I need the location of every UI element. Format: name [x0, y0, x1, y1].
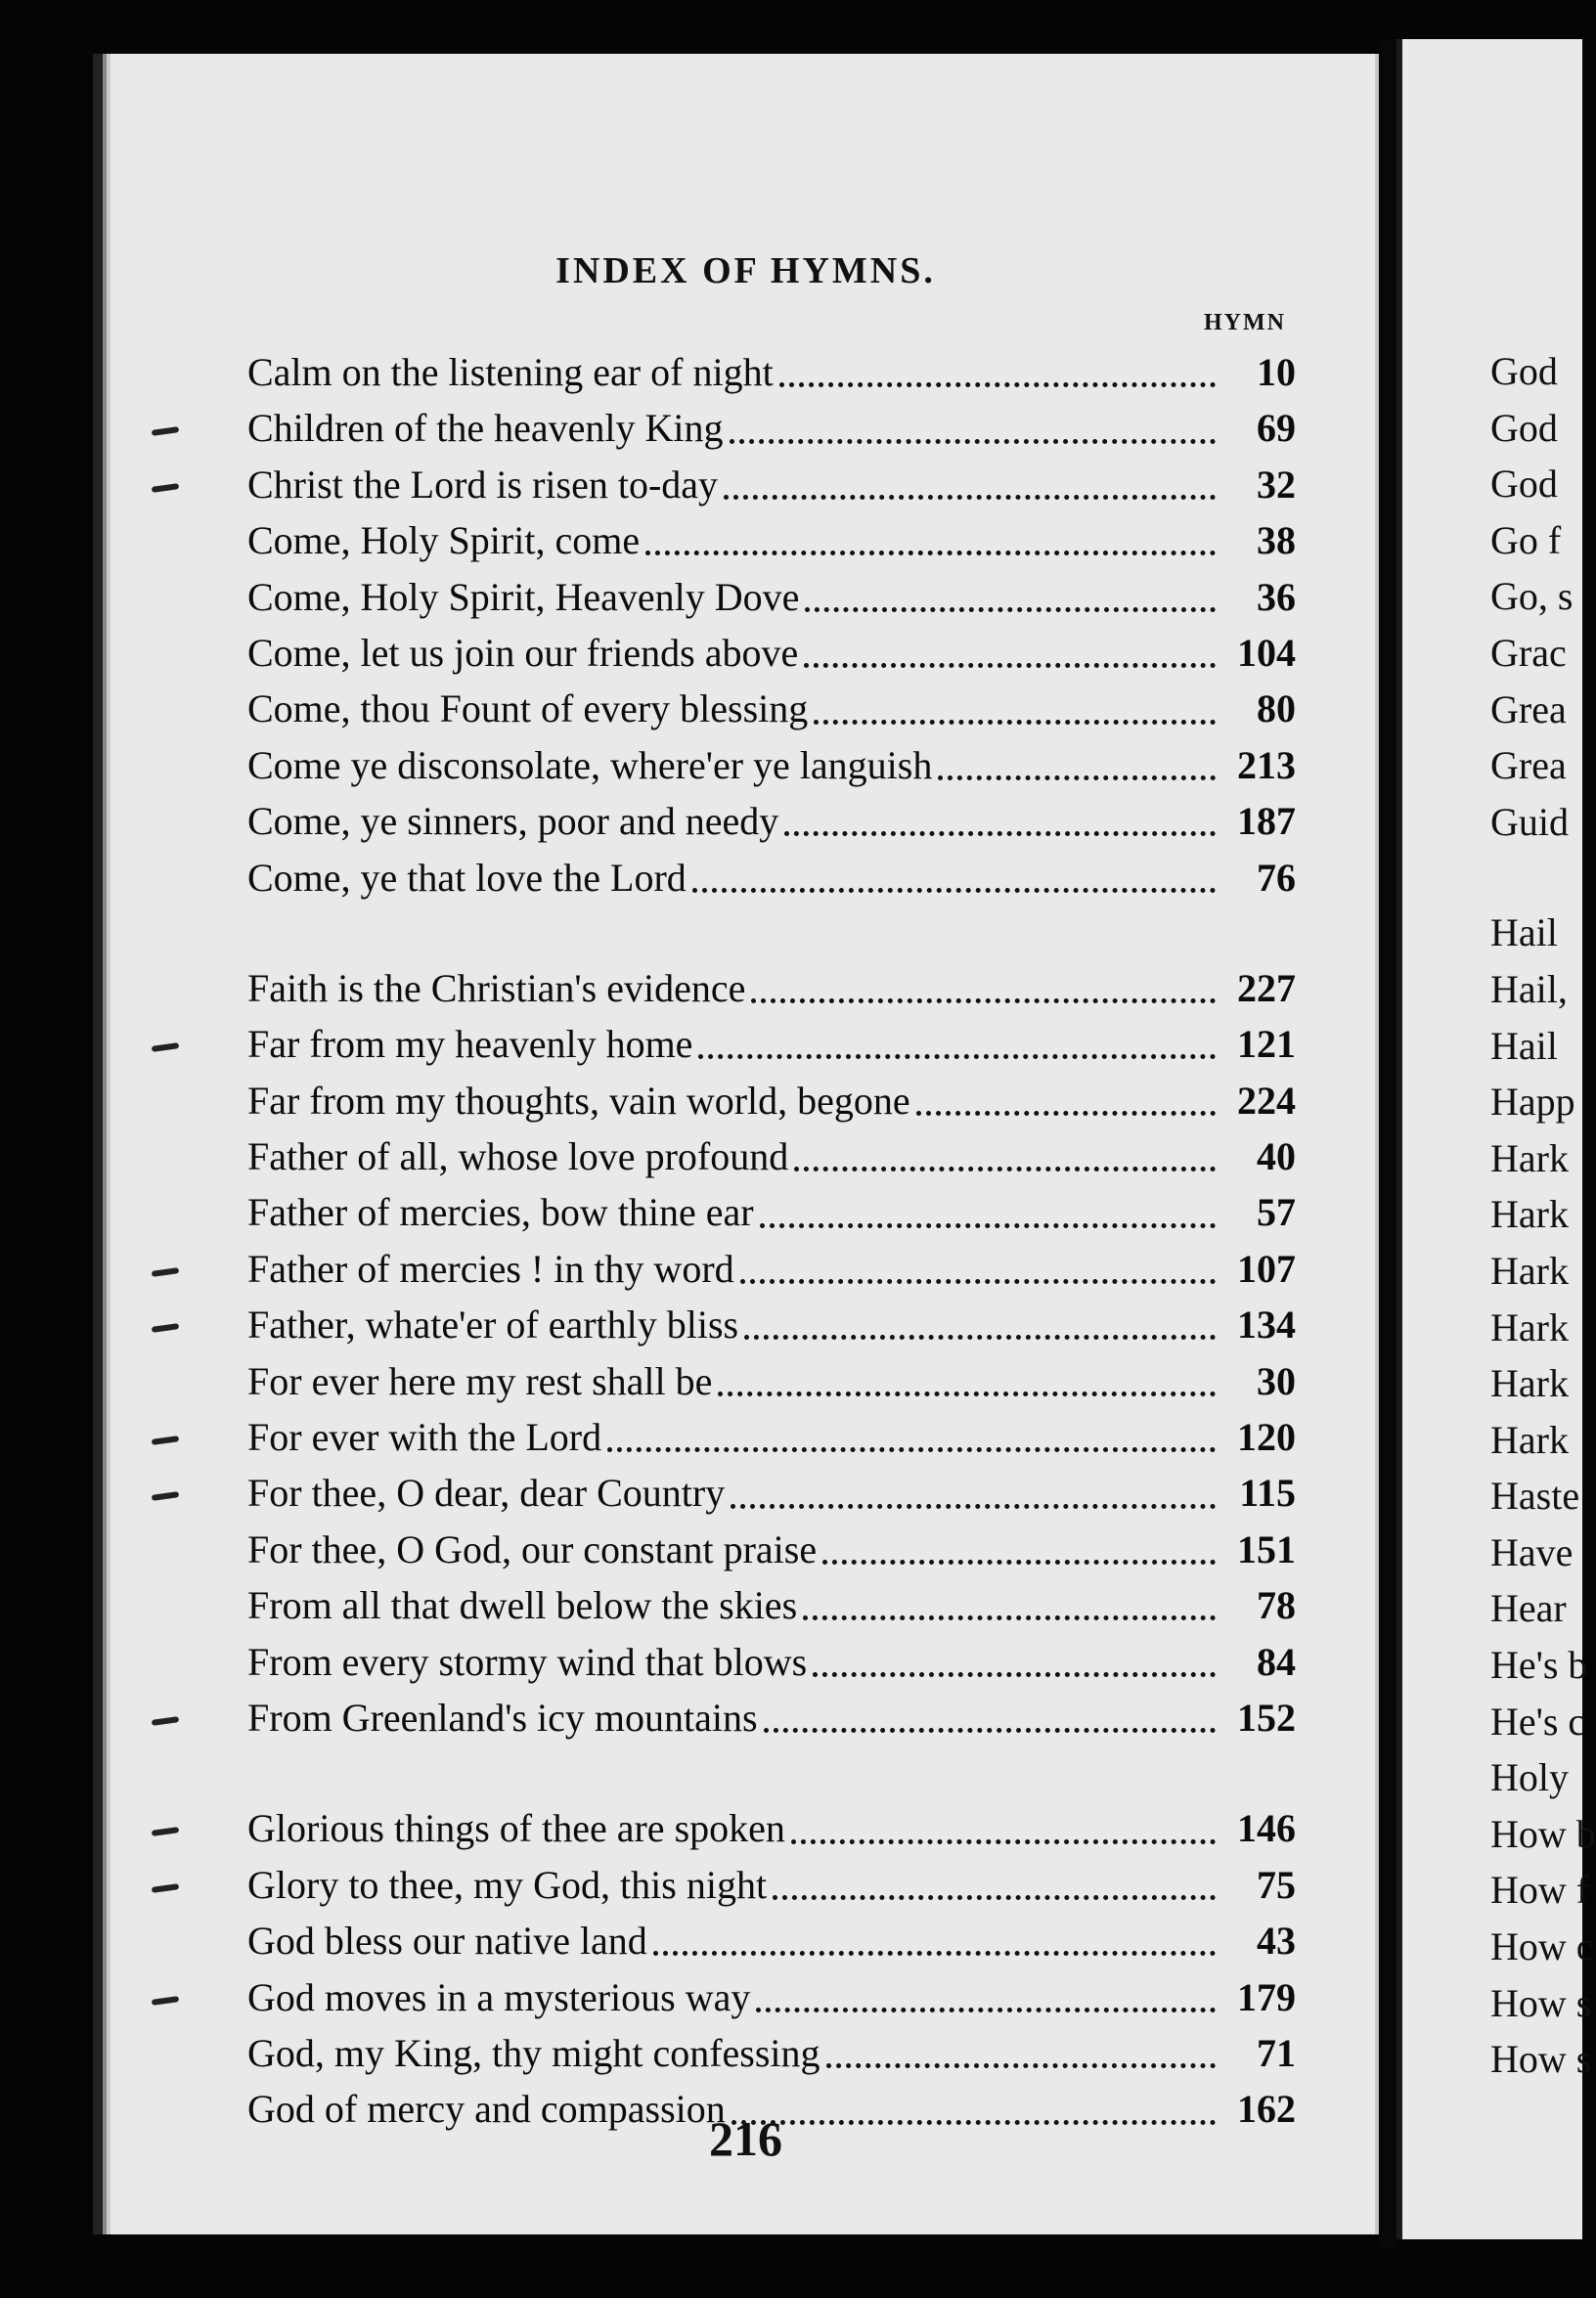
hymn-number: 38: [1257, 518, 1296, 563]
right-index-fragment: How b: [1490, 1811, 1596, 1856]
left-page: [93, 54, 1389, 2234]
index-entry: [247, 1021, 1296, 1077]
dot-leader: [804, 663, 1216, 668]
hymn-first-line: Glory to thee, my God, this night: [247, 1862, 768, 1907]
hymn-number: 76: [1257, 855, 1296, 900]
index-entry: [247, 405, 1296, 461]
right-index-fragment: God: [1490, 349, 1558, 393]
hymn-number: 162: [1237, 2087, 1296, 2132]
hymn-first-line: Come, thou Fount of every blessing: [247, 686, 809, 731]
hymn-first-line: Calm on the listening ear of night: [247, 350, 774, 394]
dot-leader: [813, 1672, 1216, 1677]
group-spacer: [1490, 855, 1596, 909]
dot-leader: [803, 1615, 1216, 1620]
right-index-fragment: Hark: [1490, 1248, 1569, 1293]
hymn-first-line: For thee, O dear, dear Country: [247, 1471, 726, 1516]
right-index-fragment: Holy: [1490, 1755, 1569, 1800]
hymn-number: 213: [1237, 742, 1296, 787]
index-entry: [247, 1358, 1296, 1414]
right-index-fragment: Hear: [1490, 1586, 1567, 1631]
hymn-number: 71: [1257, 2030, 1296, 2075]
dot-leader: [692, 888, 1216, 893]
hymn-first-line: Father of all, whose love profound: [247, 1134, 789, 1179]
hymn-first-line: For ever with the Lord: [247, 1415, 602, 1460]
index-entry: [247, 1078, 1296, 1133]
index-entry: [247, 742, 1296, 798]
hymn-first-line: Faith is the Christian's evidence: [247, 965, 746, 1010]
hymn-number: 69: [1257, 406, 1296, 451]
right-index-fragment: He's b: [1490, 1643, 1588, 1688]
pencil-tick-mark: [152, 1492, 180, 1502]
hymn-first-line: God, my King, thy might confessing: [247, 2030, 820, 2075]
right-page-fragment: [1396, 39, 1596, 2239]
right-index-fragment: How s: [1490, 2037, 1592, 2082]
dot-leader: [760, 1223, 1216, 1228]
hymn-first-line: God bless our native land: [247, 1919, 647, 1964]
hymn-first-line: Come ye disconsolate, where'er ye languish: [247, 742, 933, 787]
hymn-first-line: From Greenland's icy mountains: [247, 1695, 758, 1740]
pencil-tick-mark: [152, 1267, 180, 1277]
index-entry: [247, 349, 1296, 405]
index-entry: [247, 517, 1296, 573]
dot-leader: [731, 1504, 1216, 1509]
index-entry: [247, 1862, 1296, 1918]
right-index-fragment: He's c: [1490, 1699, 1586, 1744]
dot-leader: [698, 1054, 1216, 1059]
hymn-number: 224: [1237, 1078, 1296, 1123]
index-entry: [247, 1189, 1296, 1245]
index-entry: [247, 1246, 1296, 1302]
dot-leader: [764, 1728, 1216, 1733]
hymn-first-line: Far from my heavenly home: [247, 1022, 693, 1067]
hymn-first-line: Christ the Lord is risen to-day: [247, 462, 719, 507]
hymn-number: 146: [1237, 1806, 1296, 1851]
hymn-number: 151: [1237, 1526, 1296, 1571]
right-index-fragment: How f: [1490, 1868, 1590, 1913]
hymn-number: 78: [1257, 1583, 1296, 1628]
dot-leader: [791, 1839, 1216, 1844]
hymn-index-list: [247, 349, 1296, 2143]
right-index-fragment: Hail,: [1490, 966, 1568, 1011]
hymn-first-line: For thee, O God, our constant praise: [247, 1526, 818, 1571]
index-entry: [247, 1974, 1296, 2030]
dot-leader: [653, 1951, 1216, 1956]
hymn-number: 75: [1257, 1862, 1296, 1907]
hymn-first-line: Father of mercies, bow thine ear: [247, 1190, 754, 1235]
index-entry: [247, 1133, 1296, 1189]
hymn-number: 227: [1237, 965, 1296, 1010]
dot-leader: [779, 382, 1216, 387]
hymn-first-line: For ever here my rest shall be: [247, 1358, 713, 1403]
hymn-number: 115: [1239, 1471, 1296, 1516]
dot-leader: [773, 1895, 1216, 1900]
group-spacer: [247, 910, 1296, 965]
index-entry: [247, 1695, 1296, 1750]
right-index-fragment: Happ: [1490, 1080, 1575, 1125]
pencil-tick-mark: [152, 1436, 180, 1445]
index-entry: [247, 1470, 1296, 1525]
dot-leader: [794, 1167, 1216, 1171]
right-index-fragment: Go f: [1490, 517, 1562, 562]
pencil-tick-mark: [152, 1716, 180, 1726]
hymn-first-line: Come, Holy Spirit, Heavenly Dove: [247, 574, 800, 619]
pencil-tick-mark: [152, 483, 180, 493]
index-entry: [247, 1639, 1296, 1695]
dot-leader: [938, 775, 1216, 780]
hymn-number: 80: [1257, 686, 1296, 731]
right-index-fragment: Grac: [1490, 630, 1567, 675]
dot-leader: [814, 720, 1216, 725]
hymn-number: 30: [1257, 1358, 1296, 1403]
pencil-tick-mark: [152, 1042, 180, 1052]
index-entry: [247, 1302, 1296, 1357]
right-index-fragment: Hark: [1490, 1192, 1569, 1237]
right-page-index-fragments: [1490, 348, 1596, 2093]
index-entry: [247, 1526, 1296, 1582]
right-index-fragment: Grea: [1490, 743, 1567, 788]
book-gutter: [1379, 39, 1396, 2249]
hymn-number: 32: [1257, 462, 1296, 507]
dot-leader: [751, 998, 1216, 1003]
right-index-fragment: Go, s: [1490, 574, 1574, 619]
index-title: INDEX OF HYMNS.: [555, 250, 936, 291]
hymn-first-line: Come, Holy Spirit, come: [247, 518, 641, 563]
hymn-number: 107: [1237, 1246, 1296, 1291]
hymn-first-line: Far from my thoughts, vain world, begone: [247, 1078, 910, 1123]
index-entry: [247, 798, 1296, 854]
right-index-fragment: Hark: [1490, 1304, 1569, 1349]
hymn-number: 36: [1257, 574, 1296, 619]
hymn-number: 43: [1257, 1919, 1296, 1964]
hymn-first-line: From all that dwell below the skies: [247, 1583, 798, 1628]
right-index-fragment: Guid: [1490, 799, 1569, 844]
page-number: 216: [709, 2111, 782, 2166]
dot-leader: [744, 1335, 1216, 1340]
dot-leader: [826, 2063, 1216, 2068]
hymn-number: 40: [1257, 1134, 1296, 1179]
hymn-number: 187: [1237, 799, 1296, 844]
right-index-fragment: Hark: [1490, 1417, 1569, 1462]
hymn-number: 179: [1237, 1974, 1296, 2019]
right-index-fragment: Hail: [1490, 1023, 1558, 1068]
hymn-first-line: Father, whate'er of earthly bliss: [247, 1303, 739, 1348]
right-index-fragment: God: [1490, 405, 1558, 450]
right-index-fragment: How c: [1490, 1924, 1594, 1969]
right-index-fragment: God: [1490, 462, 1558, 507]
right-index-fragment: Hark: [1490, 1361, 1569, 1406]
hymn-number: 120: [1237, 1415, 1296, 1460]
dot-leader: [724, 495, 1216, 500]
index-entry: [247, 855, 1296, 910]
dot-leader: [916, 1111, 1216, 1116]
pencil-tick-mark: [152, 1827, 180, 1836]
index-entry: [247, 2030, 1296, 2086]
dot-leader: [805, 607, 1216, 612]
hymn-first-line: Father of mercies ! in thy word: [247, 1246, 734, 1291]
hymn-number: 104: [1237, 630, 1296, 675]
hymn-first-line: God of mercy and compassion: [247, 2087, 726, 2132]
hymn-number: 121: [1237, 1022, 1296, 1067]
pencil-tick-mark: [152, 426, 180, 436]
dot-leader: [740, 1279, 1216, 1284]
hymn-number: 84: [1257, 1639, 1296, 1684]
hymn-first-line: From every stormy wind that blows: [247, 1639, 808, 1684]
right-index-fragment: Have: [1490, 1529, 1574, 1574]
dot-leader: [756, 2008, 1216, 2012]
dot-leader: [784, 831, 1216, 836]
right-index-fragment: Grea: [1490, 686, 1567, 731]
right-index-fragment: How s: [1490, 1980, 1592, 2025]
index-entry: [247, 965, 1296, 1021]
hymn-first-line: Come, let us join our friends above: [247, 630, 799, 675]
pencil-tick-mark: [152, 1996, 180, 2006]
index-entry: [247, 685, 1296, 741]
index-entry: [247, 1918, 1296, 1973]
dot-leader: [607, 1447, 1216, 1452]
index-entry: [247, 462, 1296, 517]
hymn-first-line: God moves in a mysterious way: [247, 1974, 751, 2019]
dot-leader: [645, 551, 1216, 555]
index-entry: [247, 574, 1296, 630]
hymn-number: 152: [1237, 1695, 1296, 1740]
hymn-first-line: Come, ye sinners, poor and needy: [247, 799, 779, 844]
index-entry: [247, 1582, 1296, 1638]
hymn-first-line: Glorious things of thee are spoken: [247, 1806, 785, 1851]
hymn-number: 57: [1257, 1190, 1296, 1235]
hymn-number: 134: [1237, 1303, 1296, 1348]
dot-leader: [822, 1560, 1216, 1565]
right-index-fragment: Haste: [1490, 1474, 1580, 1519]
right-index-fragment: Hail: [1490, 910, 1558, 955]
pencil-tick-mark: [152, 1883, 180, 1893]
right-index-fragment: Hark: [1490, 1135, 1569, 1180]
hymn-first-line: Come, ye that love the Lord: [247, 855, 687, 900]
pencil-tick-mark: [152, 1323, 180, 1333]
dot-leader: [730, 439, 1216, 444]
hymn-number: 10: [1257, 350, 1296, 394]
hymn-first-line: Children of the heavenly King: [247, 406, 724, 451]
index-entry: [247, 630, 1296, 685]
index-entry: [247, 1805, 1296, 1861]
hymn-column-header: HYMN: [1204, 310, 1286, 335]
index-entry: [247, 1414, 1296, 1470]
dot-leader: [718, 1392, 1216, 1396]
group-spacer: [247, 1750, 1296, 1805]
